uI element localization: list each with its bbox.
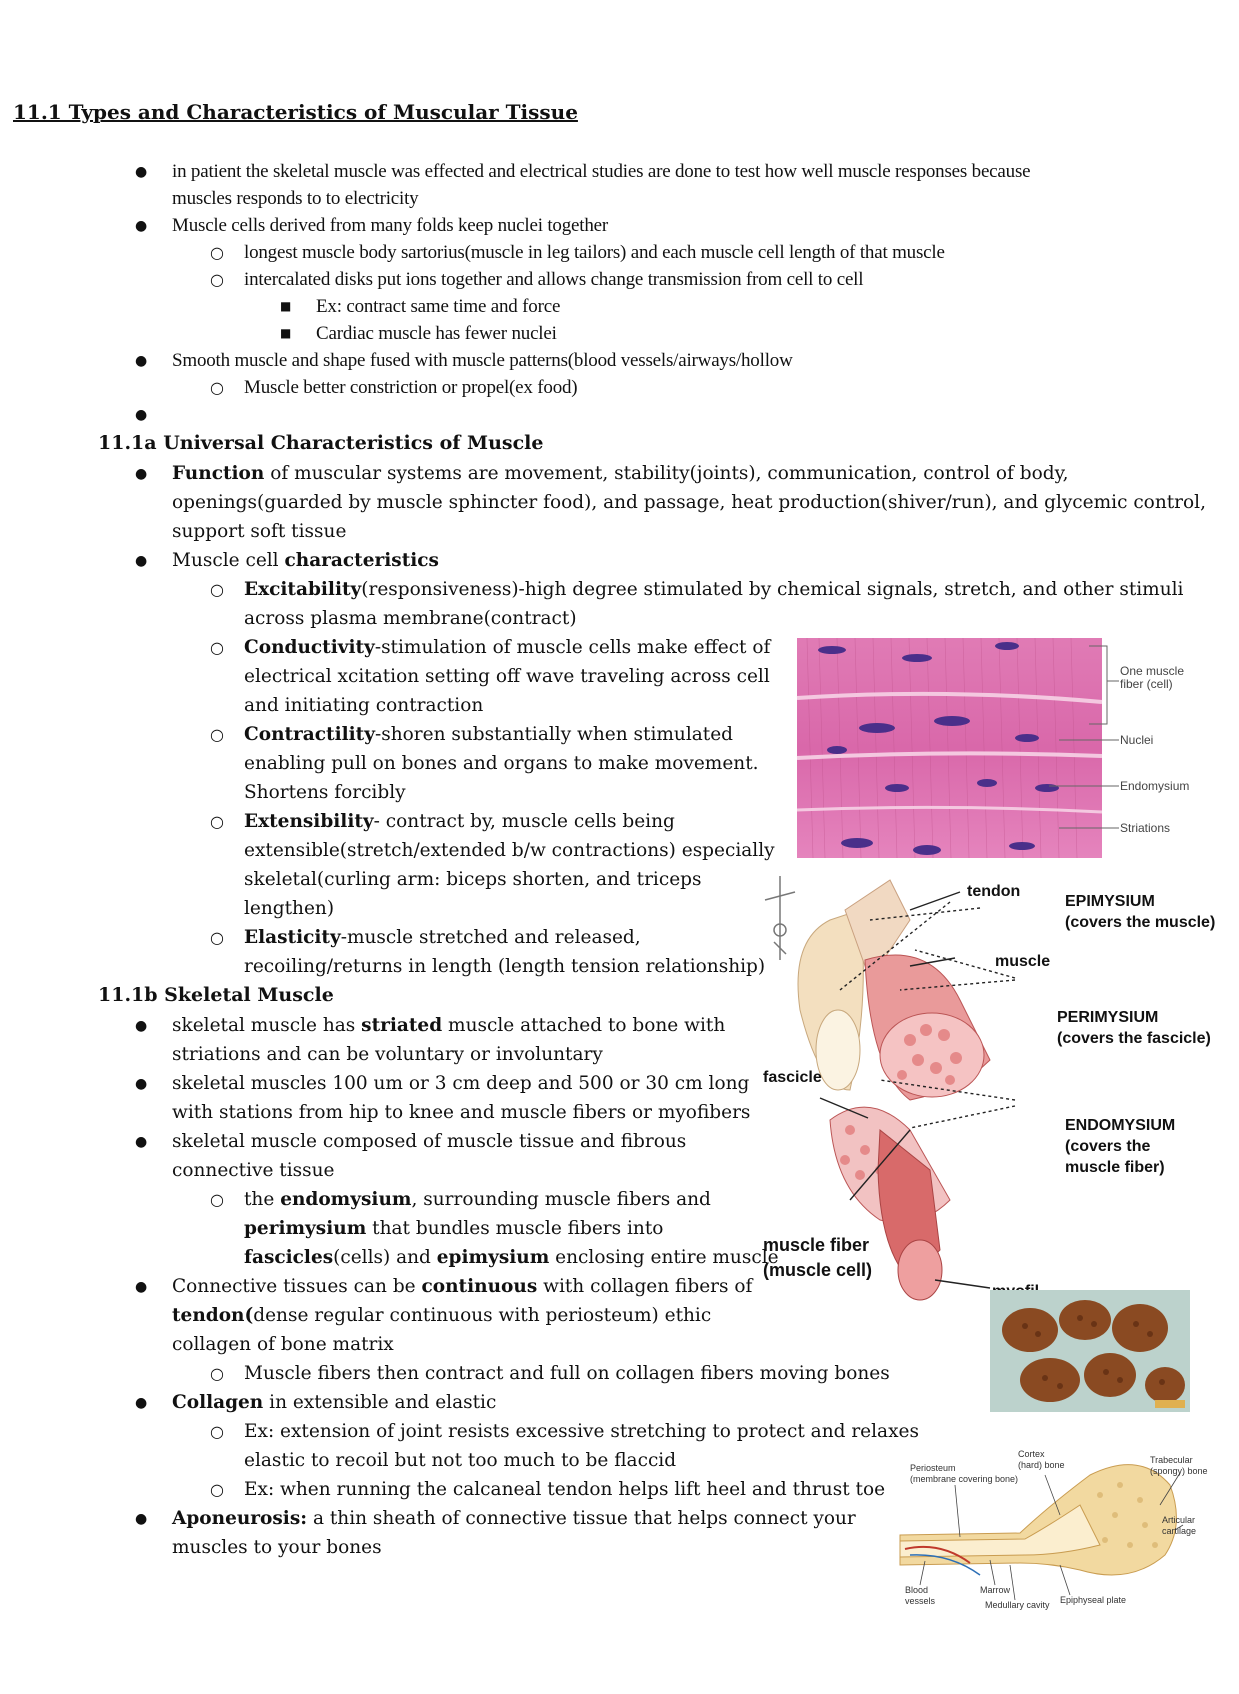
label-trabecular: Trabecular [1150,1455,1193,1465]
bullet-dot: ● [135,466,148,482]
bullet-circle: ○ [210,928,224,947]
label-endomysium-sub1: (covers the [1065,1138,1151,1155]
bullet-circle: ○ [210,1364,224,1383]
list-item-cont: collagen of bone matrix [172,1334,394,1355]
list-item-cont: extensible(stretch/extended b/w contractions) especially [244,840,775,861]
term-aponeurosis: Aponeurosis: [172,1508,308,1529]
list-item: in patient the skeletal muscle was effected and electrical studies are done to test how well muscle responses because [172,161,1031,182]
label-marrow: Marrow [980,1585,1011,1595]
list-item: Ex: when running the calcaneal tendon helps lift heel and thrust toe [244,1479,886,1500]
list-item: Ex: extension of joint resists excessive stretching to protect and relaxes [244,1421,919,1442]
label-endomysium: Endomysium [1120,779,1190,793]
bullet-square: ■ [280,326,292,340]
text: the [244,1189,281,1210]
list-item-cont: enabling pull on bones and organs to make movement. [244,753,759,774]
bullet-dot: ● [135,353,148,369]
bullet-dot: ● [135,164,148,180]
list-item-cont: recoiling/returns in length (length tension relationship) [244,956,766,977]
term-excitability: Excitability [244,579,362,600]
term-tendon: tendon( [172,1305,254,1326]
label-periosteum-sub: (membrane covering bone) [910,1474,1019,1484]
list-item-cont [244,1243,779,1272]
label-cortex-sub: (hard) bone [1018,1460,1065,1470]
section-title-11-1: 11.1 Types and Characteristics of Muscular Tissue [13,100,578,124]
term-elasticity: Elasticity [244,927,341,948]
fascicle-micrograph [990,1290,1190,1412]
text: with collagen fibers of [537,1276,753,1297]
term-characteristics: characteristics [284,550,439,571]
bullet-circle: ○ [210,378,224,397]
label-perimysium: PERIMYSIUM [1057,1009,1159,1026]
text: in extensible and elastic [263,1392,497,1413]
bullet-dot: ● [135,218,148,234]
bullet-dot: ● [135,553,148,569]
label-endomysium: ENDOMYSIUM [1065,1117,1176,1134]
label-muscle-cell: (muscle cell) [763,1260,873,1280]
list-item-cont: electrical xcitation setting off wave traveling across cell [244,666,770,687]
label-cortex: Cortex [1018,1449,1045,1459]
label-articular: Articular [1162,1515,1196,1525]
term-perimysium: perimysium [244,1218,367,1239]
list-item-cont [244,1214,663,1243]
term-fascicles: fascicles [244,1247,334,1268]
bullet-circle: ○ [210,1422,224,1441]
text: Connective tissues can be [172,1276,422,1297]
label-articular-sub: cartilage [1162,1526,1197,1536]
list-item [244,1185,711,1214]
list-item-cont: support soft tissue [172,521,347,542]
label-tendon: tendon [967,883,1021,900]
label-fiber-cell: fiber (cell) [1120,677,1173,691]
text: -shoren substantially when stimulated [374,724,734,745]
label-muscle: muscle [995,953,1051,970]
list-item-cont: and initiating contraction [244,695,484,716]
list-item-cont: openings(guarded by muscle sphincter food), and passage, heat production(shiver/run), and glycemic control, [172,492,1206,513]
term-striated: striated [361,1015,443,1036]
section-title-11-1a: 11.1a Universal Characteristics of Muscle [98,432,544,454]
term-extensibility: Extensibility [244,811,374,832]
text: (cells) and [333,1247,437,1268]
list-item [244,807,675,836]
bullet-circle: ○ [210,725,224,744]
text: that bundles muscle fibers into [366,1218,664,1239]
label-one-muscle: One muscle [1120,664,1185,678]
term-conductivity: Conductivity [244,637,375,658]
list-item-cont: lengthen) [244,898,335,919]
term-epimysium: epimysium [436,1247,550,1268]
label-blood: Blood [905,1585,929,1595]
list-item-cont: striations and can be voluntary or involuntary [172,1044,603,1065]
list-item [244,633,770,662]
label-fascicle: fascicle [763,1069,822,1086]
list-item-cont: connective tissue [172,1160,335,1181]
list-item [172,1011,725,1040]
label-epimysium-sub: (covers the muscle) [1065,914,1216,931]
bullet-dot: ● [135,1018,148,1034]
list-item-cont [172,1301,711,1330]
section-title-11-1b: 11.1b Skeletal Muscle [98,984,334,1006]
label-trabecular-sub: (spongy) bone [1150,1466,1208,1476]
list-item: Muscle cells derived from many folds keep nuclei together [172,215,609,236]
list-item-cont: Shortens forcibly [244,782,406,803]
label-nuclei: Nuclei [1120,733,1154,747]
list-item [244,923,641,952]
list-item-cont: muscles responds to to electricity [172,188,419,209]
label-epiphyseal: Epiphyseal plate [1060,1595,1127,1605]
list-item: Cardiac muscle has fewer nuclei [316,323,557,344]
list-item-cont: skeletal(curling arm: biceps shorten, and triceps [244,869,702,890]
muscle-structure-figure [760,870,1216,1305]
text: (responsiveness)-high degree stimulated by chemical signals, stretch, and other stimuli [361,579,1184,600]
text: Muscle cell [172,550,285,571]
label-endomysium-sub2: muscle fiber) [1065,1159,1165,1176]
bullet-dot: ● [135,1511,148,1527]
term-contractility: Contractility [244,724,375,745]
text: -stimulation of muscle cells make effect of [374,637,771,658]
bullet-dot: ● [135,1395,148,1411]
text: a thin sheath of connective tissue that helps connect your [307,1508,856,1529]
list-item: skeletal muscles 100 um or 3 cm deep and 500 or 30 cm long [172,1073,750,1094]
list-item-cont: muscles to your bones [172,1537,382,1558]
list-item: longest muscle body sartorius(muscle in leg tailors) and each muscle cell length of that muscle [244,242,945,263]
text: -muscle stretched and released, [340,927,641,948]
bullet-circle: ○ [210,638,224,657]
list-item: Muscle fibers then contract and full on collagen fibers moving bones [244,1363,890,1384]
bullet-circle: ○ [210,1480,224,1499]
list-item [172,1504,856,1533]
bullet-dot: ● [135,407,148,423]
label-striations: Striations [1120,821,1171,835]
text: muscle attached to bone with [442,1015,726,1036]
list-item-cont: with stations from hip to knee and muscle fibers or myofibers [172,1102,751,1123]
text: of muscular systems are movement, stability(joints), communication, control of body, [264,463,1069,484]
label-blood-sub: vessels [905,1596,936,1606]
skeleton-icon [765,876,795,960]
bullet-square: ■ [280,299,292,313]
list-item: Muscle better constriction or propel(ex food) [244,377,578,398]
label-periosteum: Periosteum [910,1463,956,1473]
list-item-cont: elastic to recoil but not too much to be flaccid [244,1450,677,1471]
bullet-dot: ● [135,1076,148,1092]
bullet-circle: ○ [210,812,224,831]
bullet-dot: ● [135,1134,148,1150]
bullet-circle: ○ [210,580,224,599]
term-endomysium: endomysium [280,1189,412,1210]
bone-diagram-figure [900,1445,1208,1610]
label-perimysium-sub: (covers the fascicle) [1057,1030,1211,1047]
text: dense regular continuous with periosteum) ethic [253,1305,712,1326]
label-muscle-fiber: muscle fiber [763,1235,870,1255]
bullet-dot: ● [135,1279,148,1295]
list-item [244,575,1183,604]
list-item: Smooth muscle and shape fused with muscle patterns(blood vessels/airways/hollow [172,350,793,371]
term-collagen: Collagen [172,1392,264,1413]
label-epimysium: EPIMYSIUM [1065,893,1155,910]
text: - contract by, muscle cells being [373,811,675,832]
label-medullary: Medullary cavity [985,1600,1050,1610]
list-item [172,546,439,575]
text: skeletal muscle has [172,1015,362,1036]
list-item: skeletal muscle composed of muscle tissue and fibrous [172,1131,687,1152]
list-item: Ex: contract same time and force [316,296,561,317]
term-continuous: continuous [421,1276,538,1297]
list-item [244,720,733,749]
list-item [172,1272,752,1301]
muscle-micrograph-figure [797,638,1190,858]
list-item [172,1388,496,1417]
list-item [172,459,1068,488]
text: enclosing entire muscle [549,1247,779,1268]
bullet-circle: ○ [210,270,224,289]
bullet-circle: ○ [210,1190,224,1209]
list-item-cont: across plasma membrane(contract) [244,608,577,629]
muscle-micrograph-image [797,638,1102,858]
bullet-circle: ○ [210,243,224,262]
text: , surrounding muscle fibers and [411,1189,711,1210]
list-item: intercalated disks put ions together and allows change transmission from cell to cell [244,269,864,290]
term-function: Function [172,463,265,484]
